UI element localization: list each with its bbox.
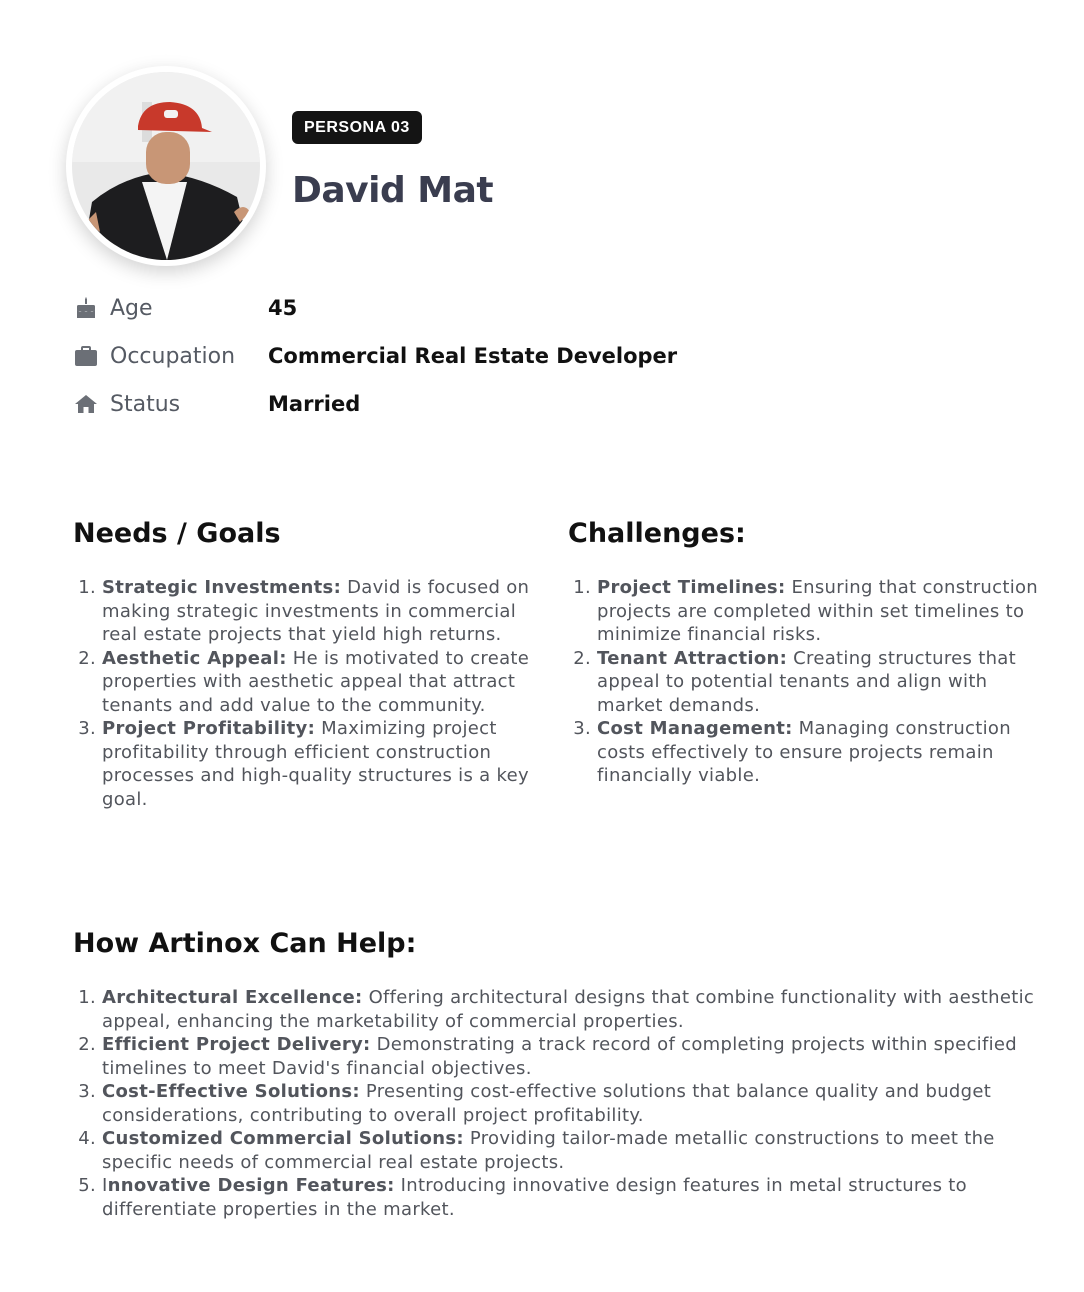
item-title: nnovative Design Features: (107, 1175, 395, 1196)
list-item (102, 1174, 1057, 1221)
info-value: 45 (268, 296, 298, 320)
item-title: Tenant Attraction: (597, 647, 788, 669)
item-title: Customized Commercial Solutions: (102, 1128, 464, 1149)
item-text: Managing construction costs effectively to ensure projects remain financially viable. (597, 718, 1011, 786)
item-text: Demonstrating a track record of completing projects within specified timelines to meet David's financial objectives. (102, 1034, 1017, 1079)
info-row-status (74, 380, 677, 428)
home-icon (74, 392, 98, 416)
info-list (74, 284, 677, 428)
persona-name: David Mat (292, 170, 494, 211)
item-text: He is motivated to create properties with aesthetic appeal that attract tenants and add value to the community. (102, 647, 530, 716)
how-artinox-can-help-heading: How Artinox Can Help: (73, 928, 417, 959)
challenges-list (568, 576, 1047, 788)
avatar-photo (72, 72, 260, 260)
item-title: Project Timelines: (597, 577, 786, 598)
item-text: Introducing innovative design features in metal structures to differentiate properties in the market. (102, 1175, 967, 1220)
list-item (597, 717, 1047, 788)
item-text: Maximizing project profitability through efficient construction processes and high-quality structures is a key goal. (102, 718, 529, 810)
cake-icon (74, 296, 98, 320)
help-list (73, 986, 1057, 1221)
list-item (102, 1127, 1057, 1174)
needs-goals-heading: Needs / Goals (73, 518, 281, 549)
item-title: Architectural Excellence: (102, 987, 363, 1008)
info-label: Status (110, 391, 181, 417)
item-text: Providing tailor-made metallic constructions to meet the specific needs of commercial real estate projects. (102, 1128, 995, 1173)
item-text: Offering architectural designs that combine functionality with aesthetic appeal, enhancing the marketability of commercial properties. (102, 987, 1035, 1032)
needs-goals-list (73, 576, 552, 811)
list-item (102, 1080, 1057, 1127)
info-value: Commercial Real Estate Developer (268, 344, 678, 368)
item-text: David is focused on making strategic investments in commercial real estate projects that yield high returns. (102, 577, 530, 645)
item-title: Strategic Investments: (102, 577, 342, 598)
item-title: Cost-Effective Solutions: (102, 1081, 360, 1102)
briefcase-icon (74, 344, 98, 368)
challenges-heading: Challenges: (568, 518, 746, 549)
info-label: Age (110, 295, 153, 321)
list-item (102, 1033, 1057, 1080)
info-value: Married (268, 392, 361, 416)
list-item (597, 576, 1047, 647)
item-title: Project Profitability: (102, 718, 316, 739)
list-item (102, 647, 552, 718)
item-title: Efficient Project Delivery: (102, 1034, 371, 1055)
list-item (597, 647, 1047, 718)
item-text: Creating structures that appeal to potential tenants and align with market demands. (597, 647, 1016, 716)
item-prefix: I (102, 1175, 108, 1196)
persona-badge: PERSONA 03 (292, 111, 422, 144)
item-text: Presenting cost-effective solutions that balance quality and budget considerations, contributing to overall project profitability. (102, 1081, 992, 1126)
list-item (102, 986, 1057, 1033)
list-item (102, 576, 552, 647)
info-label: Occupation (110, 343, 236, 369)
info-row-occupation (74, 332, 677, 380)
item-title: Aesthetic Appeal: (102, 647, 287, 669)
info-row-age (74, 284, 677, 332)
item-text: Ensuring that construction projects are completed within set timelines to minimize financial risks. (597, 577, 1039, 645)
item-title: Cost Management: (597, 718, 793, 739)
avatar (66, 66, 266, 266)
list-item (102, 717, 552, 811)
